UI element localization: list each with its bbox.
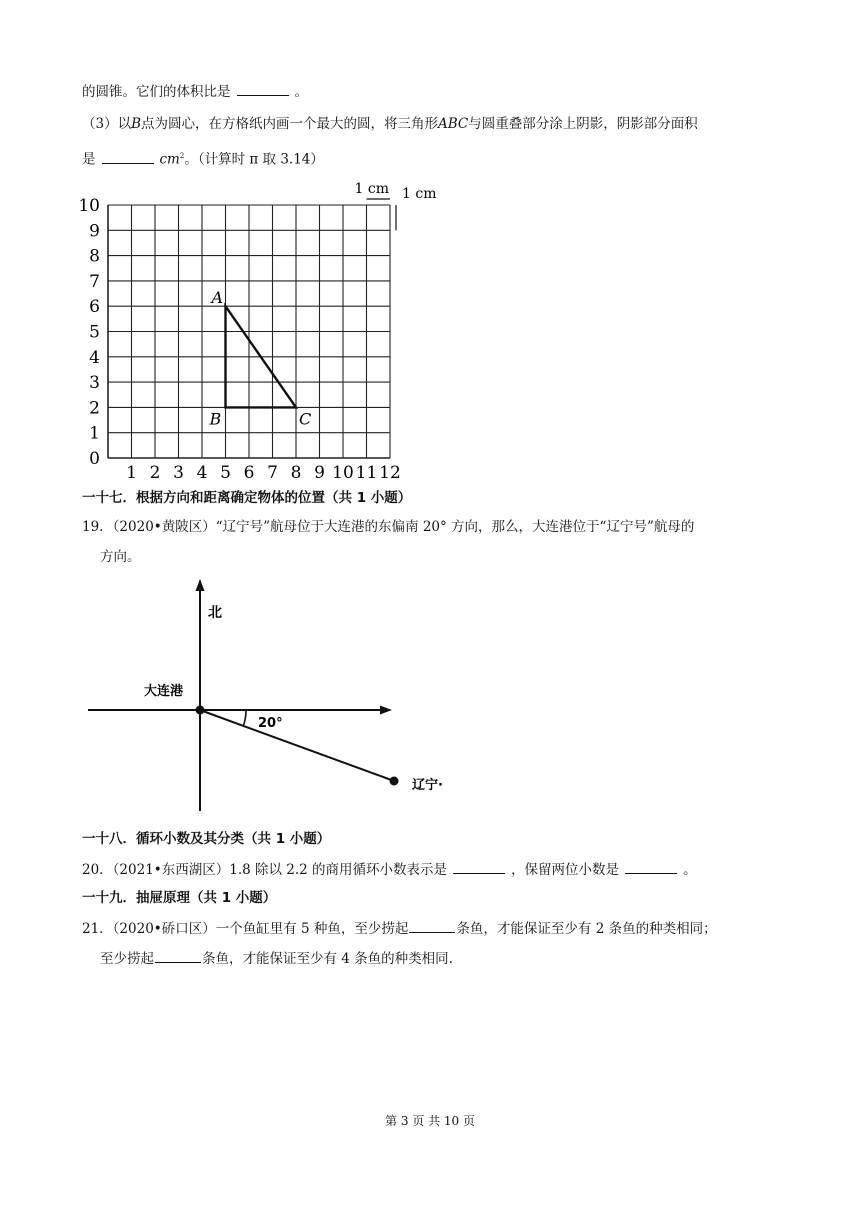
q18-line1: 的圆锥。它们的体积比是 。	[82, 84, 308, 100]
x-tick-label: 5	[220, 463, 231, 483]
y-tick-label: 3	[89, 373, 100, 394]
x-tick-label: 7	[267, 463, 278, 483]
bearing-line	[200, 710, 394, 781]
y-tick-label: 2	[89, 398, 100, 419]
x-tick-label: 1	[126, 463, 137, 483]
answer-blank[interactable]	[453, 860, 505, 874]
angle-label: 20°	[258, 716, 283, 731]
x-tick-label: 4	[196, 463, 208, 483]
x-tick-label: 9	[314, 463, 325, 483]
x-tick-label: 8	[290, 463, 302, 483]
ship-point	[390, 777, 399, 786]
point-b-label: B	[209, 409, 222, 429]
y-tick-label: 1	[89, 423, 100, 444]
y-tick-label: 10	[78, 196, 100, 216]
answer-blank[interactable]	[625, 860, 677, 874]
north-arrow-icon	[196, 579, 205, 591]
port-label: 大连港	[144, 684, 184, 699]
q18-part3-line2: 是 $cm^2$。（计算时 π 取 3.14）	[82, 151, 324, 168]
point-c-label: C	[299, 409, 312, 429]
y-tick-label: 8	[89, 246, 100, 267]
q20-line: 20．（2021•东西湖区）1.8 除以 2.2 的商用循环小数表示是 ，保留两位小数是 。	[82, 862, 697, 878]
page-footer: 第 3 页 共 10 页	[385, 1114, 475, 1128]
answer-blank[interactable]	[237, 82, 289, 96]
y-tick-label: 9	[89, 221, 100, 242]
port-point	[196, 706, 205, 715]
unit-label-vertical: 1 cm	[402, 186, 437, 202]
coordinate-grid	[60, 170, 460, 483]
section-heading-19: 一十九．抽屉原理（共 1 小题）	[82, 890, 277, 906]
section-heading-18: 一十八．循环小数及其分类（共 1 小题）	[82, 831, 331, 847]
answer-blank[interactable]	[155, 949, 201, 963]
y-tick-label: 7	[89, 271, 100, 292]
q21-line2: 至少捞起 条鱼，才能保证至少有 4 条鱼的种类相同.	[100, 951, 453, 967]
y-tick-label: 4	[89, 347, 100, 368]
q19-line2: 方向。	[100, 549, 141, 565]
q21-line1: 21．（2020•硚口区）一个鱼缸里有 5 种鱼，至少捞起 条鱼，才能保证至少有 2 条鱼的种类相同；	[82, 921, 717, 937]
angle-arc	[243, 710, 246, 727]
y-tick-label: 0	[89, 449, 100, 469]
direction-diagram	[80, 575, 510, 815]
q18-part3-line: （3）以B点为圆心，在方格纸内画一个最大的圆，将三角形ABC与圆重叠部分涂上阴影，阴影部分面积	[82, 116, 698, 132]
x-tick-label: 6	[243, 463, 255, 483]
x-tick-label: 2	[149, 463, 161, 483]
y-tick-label: 5	[89, 322, 100, 343]
x-tick-label: 12	[379, 463, 401, 483]
x-tick-label: 11	[355, 463, 378, 483]
answer-blank[interactable]	[102, 150, 154, 164]
unit-label-horizontal: 1 cm	[354, 181, 389, 197]
answer-blank[interactable]	[409, 919, 455, 933]
north-label: 北	[208, 605, 222, 621]
ship-label: 辽宁·	[412, 778, 443, 793]
section-heading-17: 一十七．根据方向和距离确定物体的位置（共 1 小题）	[82, 490, 412, 506]
east-arrow-icon	[380, 706, 392, 715]
x-tick-label: 3	[173, 463, 184, 483]
y-tick-label: 6	[89, 297, 100, 318]
x-tick-label: 10	[332, 463, 354, 483]
point-a-label: A	[211, 288, 224, 308]
q19-line1: 19．（2020•黄陂区）“辽宁号”航母位于大连港的东偏南 20° 方向，那么，大连港位于“辽宁号”航母的	[82, 519, 695, 535]
